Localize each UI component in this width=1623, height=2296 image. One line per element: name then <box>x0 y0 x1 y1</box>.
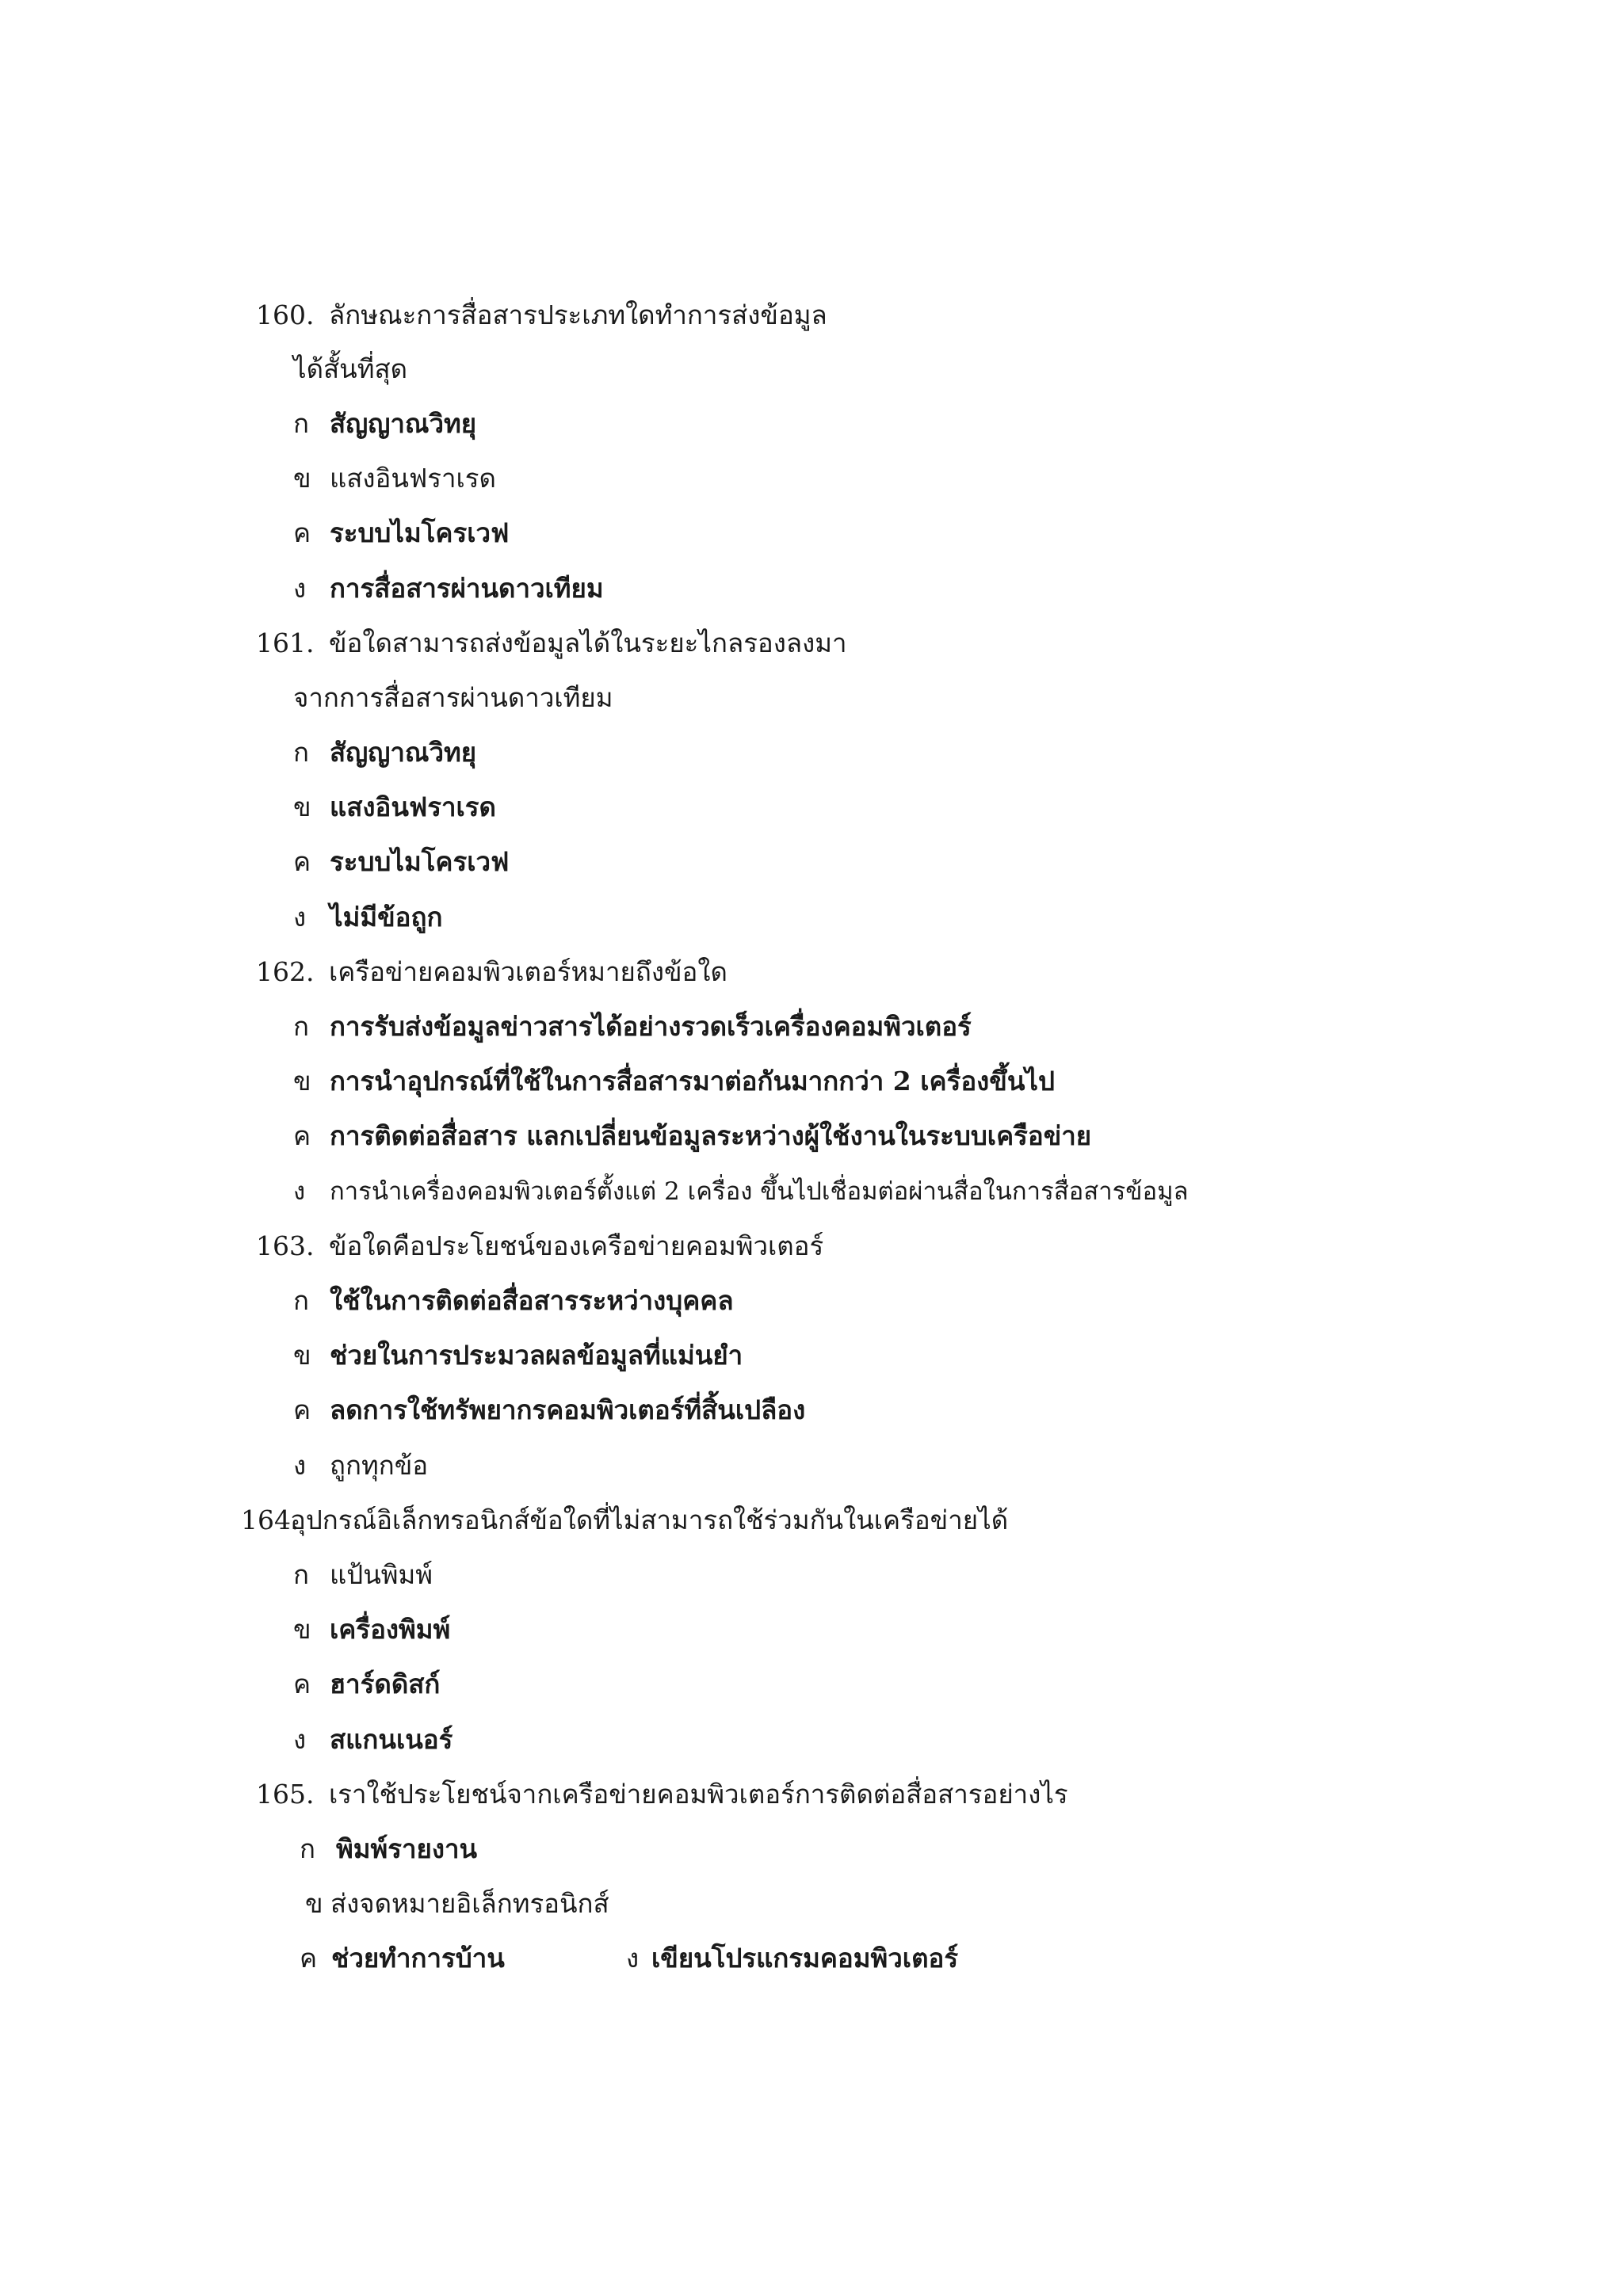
option-letter: ข <box>305 1888 323 1919</box>
option-letter: ง <box>293 1724 307 1755</box>
question-text: เครือข่ายคอมพิวเตอร์หมายถึงข้อใด <box>329 956 727 987</box>
question-161-continuation: จากการสื่อสารผ่านดาวเทียม <box>293 682 613 713</box>
option-letter: ค <box>293 1394 311 1425</box>
option-letter: ง <box>293 1177 306 1206</box>
option-165-d <box>626 1943 958 1974</box>
option-letter: ง <box>293 1450 307 1481</box>
question-160-continuation: ได้สั้นที่สุด <box>293 353 408 384</box>
option-162-d <box>293 1176 1189 1207</box>
option-162-a <box>293 1011 972 1043</box>
option-letter: ข <box>293 463 311 494</box>
option-161-b <box>293 791 496 823</box>
question-text: ข้อใดสามารถส่งข้อมูลได้ในระยะไกลรองลงมา <box>329 627 847 658</box>
option-text: เขียนโปรแกรมคอมพิวเตอร์ <box>651 1943 959 1974</box>
option-text: การนำอุปกรณ์ที่ใช้ในการสื่อสารมาต่อกันมากกว่า 2 เครื่องขึ้นไป <box>330 1066 1055 1097</box>
option-letter: ก <box>293 737 309 768</box>
option-letter: ข <box>293 1066 311 1097</box>
option-text: ระบบไมโครเวฟ <box>330 846 510 877</box>
option-letter: ง <box>293 573 307 604</box>
option-letter: ก <box>293 1011 309 1042</box>
option-letter: ก <box>293 408 309 439</box>
option-text: สแกนเนอร์ <box>330 1724 453 1755</box>
option-text: แสงอินฟราเรด <box>330 791 496 822</box>
option-165-c <box>300 1943 505 1974</box>
option-164-a <box>293 1559 433 1591</box>
option-163-b <box>293 1340 743 1371</box>
option-163-d <box>293 1450 428 1482</box>
option-letter: ข <box>293 791 311 822</box>
option-text: พิมพ์รายงาน <box>336 1833 478 1864</box>
option-160-b <box>293 463 496 494</box>
option-text: แสงอินฟราเรด <box>330 463 496 494</box>
question-163 <box>256 1230 823 1262</box>
option-text: ถูกทุกข้อ <box>330 1450 429 1481</box>
question-160 <box>256 299 827 331</box>
option-text: การติดต่อสื่อสาร แลกเปลี่ยนข้อมูลระหว่างผู้ใช้งานในระบบเครือข่าย <box>330 1120 1092 1151</box>
question-number: 163. <box>256 1230 315 1261</box>
option-letter: ค <box>293 517 311 548</box>
option-text: ช่วยในการประมวลผลข้อมูลที่แม่นยำ <box>330 1340 743 1371</box>
option-letter: ก <box>300 1833 315 1864</box>
option-164-b <box>293 1614 450 1646</box>
option-164-d <box>293 1724 453 1756</box>
option-letter: ค <box>300 1943 318 1974</box>
option-text: ฮาร์ดดิสก์ <box>330 1669 441 1699</box>
option-letter: ค <box>293 1669 311 1699</box>
option-text: แป้นพิมพ์ <box>330 1559 433 1590</box>
option-text: เครื่องพิมพ์ <box>330 1614 451 1645</box>
option-text: การสื่อสารผ่านดาวเทียม <box>330 573 604 604</box>
option-text: สัญญาณวิทยุ <box>330 408 477 439</box>
question-161 <box>256 627 846 659</box>
option-letter: ง <box>293 902 307 933</box>
option-letter: ค <box>293 846 311 877</box>
option-text: สัญญาณวิทยุ <box>330 737 477 768</box>
option-160-c <box>293 517 509 549</box>
question-165 <box>256 1779 1068 1810</box>
option-letter: ก <box>293 1559 309 1590</box>
option-letter: ข <box>293 1614 311 1645</box>
question-number: 160. <box>256 299 315 330</box>
question-text: ลักษณะการสื่อสารประเภทใดทำการส่งข้อมูล <box>329 299 827 330</box>
question-text: อุปกรณ์อิเล็กทรอนิกส์ข้อใดที่ไม่สามารถใช้ร่วมกันในเครือข่ายได้ <box>290 1505 1009 1535</box>
option-160-d <box>293 573 604 605</box>
option-letter: ค <box>293 1120 311 1151</box>
question-text: ข้อใดคือประโยชน์ของเครือข่ายคอมพิวเตอร์ <box>329 1230 824 1261</box>
option-162-c <box>293 1120 1091 1152</box>
option-letter: ก <box>293 1285 309 1316</box>
question-number: 162. <box>256 956 315 987</box>
option-164-c <box>293 1669 440 1700</box>
option-163-a <box>293 1285 734 1317</box>
option-165-a <box>300 1833 477 1865</box>
option-163-c <box>293 1394 805 1426</box>
question-number: 165. <box>256 1779 315 1810</box>
option-letter: ข <box>293 1340 311 1371</box>
option-text: ส่งจดหมายอิเล็กทรอนิกส์ <box>330 1888 609 1919</box>
question-number: 164. <box>241 1505 300 1535</box>
question-164 <box>241 1505 1008 1536</box>
option-text: ใช้ในการติดต่อสื่อสารระหว่างบุคคล <box>330 1285 734 1316</box>
option-text: ระบบไมโครเวฟ <box>330 517 510 548</box>
option-161-c <box>293 846 509 878</box>
question-162 <box>256 956 727 988</box>
option-160-a <box>293 408 476 440</box>
option-text: ช่วยทำการบ้าน <box>331 1943 505 1974</box>
option-161-a <box>293 737 476 769</box>
question-number: 161. <box>256 627 315 658</box>
question-text: เราใช้ประโยชน์จากเครือข่ายคอมพิวเตอร์การติดต่อสื่อสารอย่างไร <box>329 1779 1068 1810</box>
option-text: การรับส่งข้อมูลข่าวสารได้อย่างรวดเร็วเครื่องคอมพิวเตอร์ <box>330 1011 972 1042</box>
option-text: ไม่มีข้อถูก <box>330 902 443 933</box>
option-161-d <box>293 902 442 933</box>
option-letter: ง <box>626 1943 640 1974</box>
option-165-b <box>305 1888 609 1920</box>
option-text: ลดการใช้ทรัพยากรคอมพิวเตอร์ที่สิ้นเปลือง <box>330 1394 806 1425</box>
option-162-b <box>293 1066 1055 1097</box>
option-text: การนำเครื่องคอมพิวเตอร์ตั้งแต่ 2 เครื่อง ขึ้นไปเชื่อมต่อผ่านสื่อในการสื่อสารข้อมูล <box>330 1177 1189 1206</box>
